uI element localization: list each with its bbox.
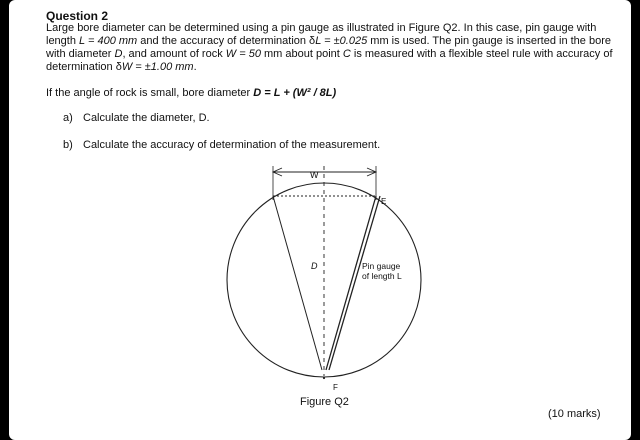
point-f-marker	[323, 377, 325, 379]
question-title: Question 2	[46, 9, 109, 23]
label-w: W	[310, 170, 319, 180]
pin-gauge-line-a	[326, 196, 376, 370]
pin-gauge-label-2: of length L	[362, 271, 402, 281]
diameter-formula: D = L + (W² / 8L)	[253, 87, 337, 99]
question-page	[9, 0, 631, 440]
label-d: D	[311, 261, 318, 271]
label-e: E	[381, 197, 387, 206]
formula-line: If the angle of rock is small, bore diameter D = L + (W² / 8L)	[46, 87, 337, 99]
problem-statement: Large bore diameter can be determined using a pin gauge as illustrated in Figure Q2. In this case, pin gauge with length L = 400 mm and the accuracy of determination δL = ±0.025 mm is used. The pin gauge is inserted in the bore with diameter D, and amount of rock W = 50 mm about point C is measured with a flexible steel rule with accuracy of determination δW = ±1.00 mm.	[46, 22, 613, 73]
pin-gauge-label-1: Pin gauge	[362, 261, 401, 271]
pin-gauge-line-b	[329, 196, 380, 370]
label-f: F	[333, 383, 338, 392]
figure-caption: Figure Q2	[300, 396, 349, 408]
marks-label: (10 marks)	[548, 408, 601, 420]
part-b: b) Calculate the accuracy of determination of the measurement.	[63, 139, 381, 151]
figure-q2-diagram	[9, 0, 631, 440]
left-gauge-line	[273, 196, 322, 370]
part-a: a) Calculate the diameter, D.	[63, 112, 210, 124]
